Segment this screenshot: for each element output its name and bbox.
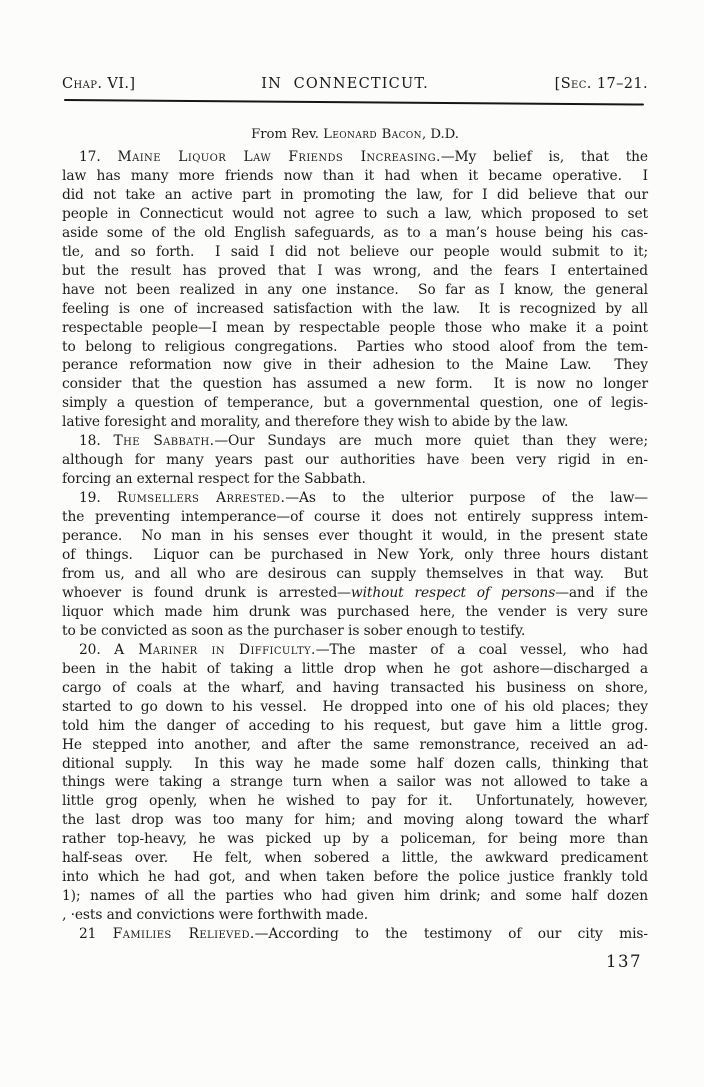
- text-line: [62, 186, 648, 205]
- small-caps-text: Leonard Bacon: [323, 127, 422, 142]
- text-segment: the preventing intemperance—of course it does not entirely suppress intem-: [62, 509, 648, 526]
- text-segment: been in the habit of taking a little drop when he got ashore—discharged a: [62, 660, 648, 677]
- text-line: [62, 224, 648, 243]
- text-segment: law has many more friends now than it had when it became operative. I: [62, 167, 648, 184]
- text-segment: to belong to religious congregations. Parties who stood aloof from the tem-: [62, 338, 648, 355]
- paragraph: [62, 148, 648, 432]
- text-line: [62, 603, 648, 622]
- page-number: 137: [606, 952, 642, 971]
- text-segment: things were taking a strange turn when a sailor was not allowed to take a: [62, 774, 648, 791]
- text-line: [62, 679, 648, 698]
- text-segment: told him the danger of acceding to his request, but gave him a little grog.: [62, 717, 648, 734]
- text-line: [62, 394, 648, 413]
- text-line: [62, 811, 648, 830]
- text-segment: —As to the ulterior purpose of the law—: [285, 490, 648, 507]
- text-segment: little grog openly, when he wished to pay for it. Unfortunately, however,: [62, 793, 648, 810]
- text-segment: , D.D.: [421, 127, 459, 142]
- text-segment: rather top-heavy, he was picked up by a policeman, for being more than: [62, 831, 648, 848]
- header-rule: [64, 99, 644, 106]
- text-line: [62, 546, 648, 565]
- text-segment: 1); names of all the parties who had given him drink; and some half dozen: [62, 888, 648, 905]
- text-line: [62, 338, 648, 357]
- text-segment: He stepped into another, and after the same remonstrance, received an ad-: [62, 736, 648, 753]
- text-line: [62, 167, 648, 186]
- text-segment: whoever is found drunk is arrested—: [62, 584, 351, 601]
- text-segment: of things. Liquor can be purchased in New York, only three hours distant: [62, 547, 648, 564]
- text-segment: —My belief is, that the: [440, 149, 648, 165]
- text-line: [62, 755, 648, 774]
- text-line: [62, 281, 648, 300]
- text-line: [62, 906, 648, 925]
- text-line: [62, 830, 648, 849]
- text-segment: did not take an active part in promoting the law, for I did believe that our: [62, 186, 648, 203]
- text-line: [62, 717, 648, 736]
- chapter-label: Chap. VI.]: [62, 76, 136, 92]
- text-segment: feeling is one of increased satisfaction with the law. It is recognized by all: [62, 300, 648, 317]
- small-caps-text: Maine Liquor Law Friends Increasing.: [117, 149, 441, 165]
- text-line: [62, 148, 648, 167]
- small-caps-text: A Mariner in Difficulty.: [114, 641, 316, 658]
- text-segment: From Rev.: [251, 127, 324, 142]
- attribution-line: [62, 127, 648, 142]
- paragraph: [62, 925, 648, 944]
- text-line: [62, 887, 648, 906]
- text-line: [62, 641, 648, 660]
- text-line: [62, 451, 648, 470]
- text-segment: aside some of the old English safeguards, as to a man’s house being his cas-: [62, 224, 648, 241]
- text-line: [62, 622, 648, 641]
- text-line: [62, 300, 648, 319]
- page-header: [62, 76, 648, 92]
- text-line: [62, 849, 648, 868]
- text-segment: started to go down to his vessel. He dropped into one of his old places; they: [62, 698, 648, 715]
- paragraph: [62, 641, 648, 925]
- text-segment: —Our Sundays are much more quiet than they were;: [214, 433, 648, 450]
- text-line: [62, 489, 648, 508]
- small-caps-text: Families Relieved.: [112, 926, 255, 943]
- text-line: [62, 470, 648, 489]
- text-segment: liquor which made him drunk was purchased here, the vender is very sure: [62, 603, 648, 620]
- text-line: [62, 375, 648, 394]
- text-line: [62, 584, 648, 603]
- text-segment: but the result has proved that I was wrong, and the fears I entertained: [62, 262, 648, 279]
- text-segment: ‚ ·ests and convictions were forthwith made.: [62, 907, 369, 924]
- italic-text: without respect of persons: [350, 584, 556, 601]
- text-segment: 18.: [79, 433, 114, 450]
- body-text: [62, 148, 648, 944]
- text-line: [62, 868, 648, 887]
- text-segment: have not been realized in any one instance. So far as I know, the general: [62, 281, 648, 298]
- small-caps-text: Rumsellers Arrested.: [117, 490, 286, 507]
- text-line: [62, 792, 648, 811]
- text-segment: people in Connecticut would not agree to such a law, which proposed to set: [62, 205, 648, 222]
- text-segment: respectable people—I mean by respectable people those who make it a point: [62, 319, 648, 336]
- text-line: [62, 508, 648, 527]
- text-segment: —According to the testimony of our city mis-: [254, 926, 648, 943]
- text-line: [62, 205, 648, 224]
- text-segment: cargo of coals at the wharf, and having transacted his business on shore,: [62, 679, 648, 696]
- text-line: [62, 319, 648, 338]
- text-line: [62, 773, 648, 792]
- text-line: [62, 698, 648, 717]
- text-line: [62, 243, 648, 262]
- text-segment: lative foresight and morality, and therefore they wish to abide by the law.: [62, 414, 569, 431]
- section-label: [Sec. 17–21.: [554, 76, 648, 92]
- text-segment: perance reformation now give in their adhesion to the Maine Law. They: [62, 357, 648, 374]
- text-segment: into which he had got, and when taken before the police justice frankly told: [62, 869, 648, 886]
- paragraph: [62, 432, 648, 489]
- text-segment: simply a question of temperance, but a governmental question, one of legis-: [62, 395, 648, 412]
- text-segment: perance. No man in his senses ever thought it would, in the present state: [62, 528, 648, 545]
- text-segment: half-seas over. He felt, when sobered a little, the awkward predicament: [62, 850, 648, 867]
- text-segment: the last drop was too many for him; and moving along toward the wharf: [62, 812, 648, 829]
- paragraph: [62, 489, 648, 641]
- text-segment: 20.: [79, 641, 115, 658]
- text-line: [62, 527, 648, 546]
- text-line: [62, 356, 648, 375]
- text-segment: consider that the question has assumed a new form. It is now no longer: [62, 376, 648, 393]
- text-line: [62, 413, 648, 432]
- text-segment: tle, and so forth. I said I did not believe our people would submit to it;: [62, 243, 648, 260]
- text-segment: from us, and all who are desirous can supply themselves in that way. But: [62, 565, 648, 582]
- small-caps-text: The Sabbath.: [113, 433, 215, 450]
- text-line: [62, 432, 648, 451]
- text-line: [62, 660, 648, 679]
- text-segment: —and if the: [555, 584, 648, 601]
- text-line: [62, 262, 648, 281]
- text-segment: ditional supply. In this way he made some half dozen calls, thinking that: [62, 755, 648, 772]
- text-segment: 19.: [79, 490, 118, 507]
- text-segment: 21: [79, 926, 113, 943]
- text-segment: although for many years past our authorities have been very rigid in en-: [62, 452, 648, 469]
- text-line: [62, 565, 648, 584]
- running-title: IN CONNECTICUT.: [261, 76, 429, 92]
- text-segment: —The master of a coal vessel, who had: [315, 641, 648, 658]
- text-segment: to be convicted as soon as the purchaser is sober enough to testify.: [62, 622, 526, 639]
- text-segment: 17.: [79, 149, 118, 165]
- text-line: [62, 925, 648, 944]
- text-segment: forcing an external respect for the Sabbath.: [62, 471, 366, 488]
- text-line: [62, 736, 648, 755]
